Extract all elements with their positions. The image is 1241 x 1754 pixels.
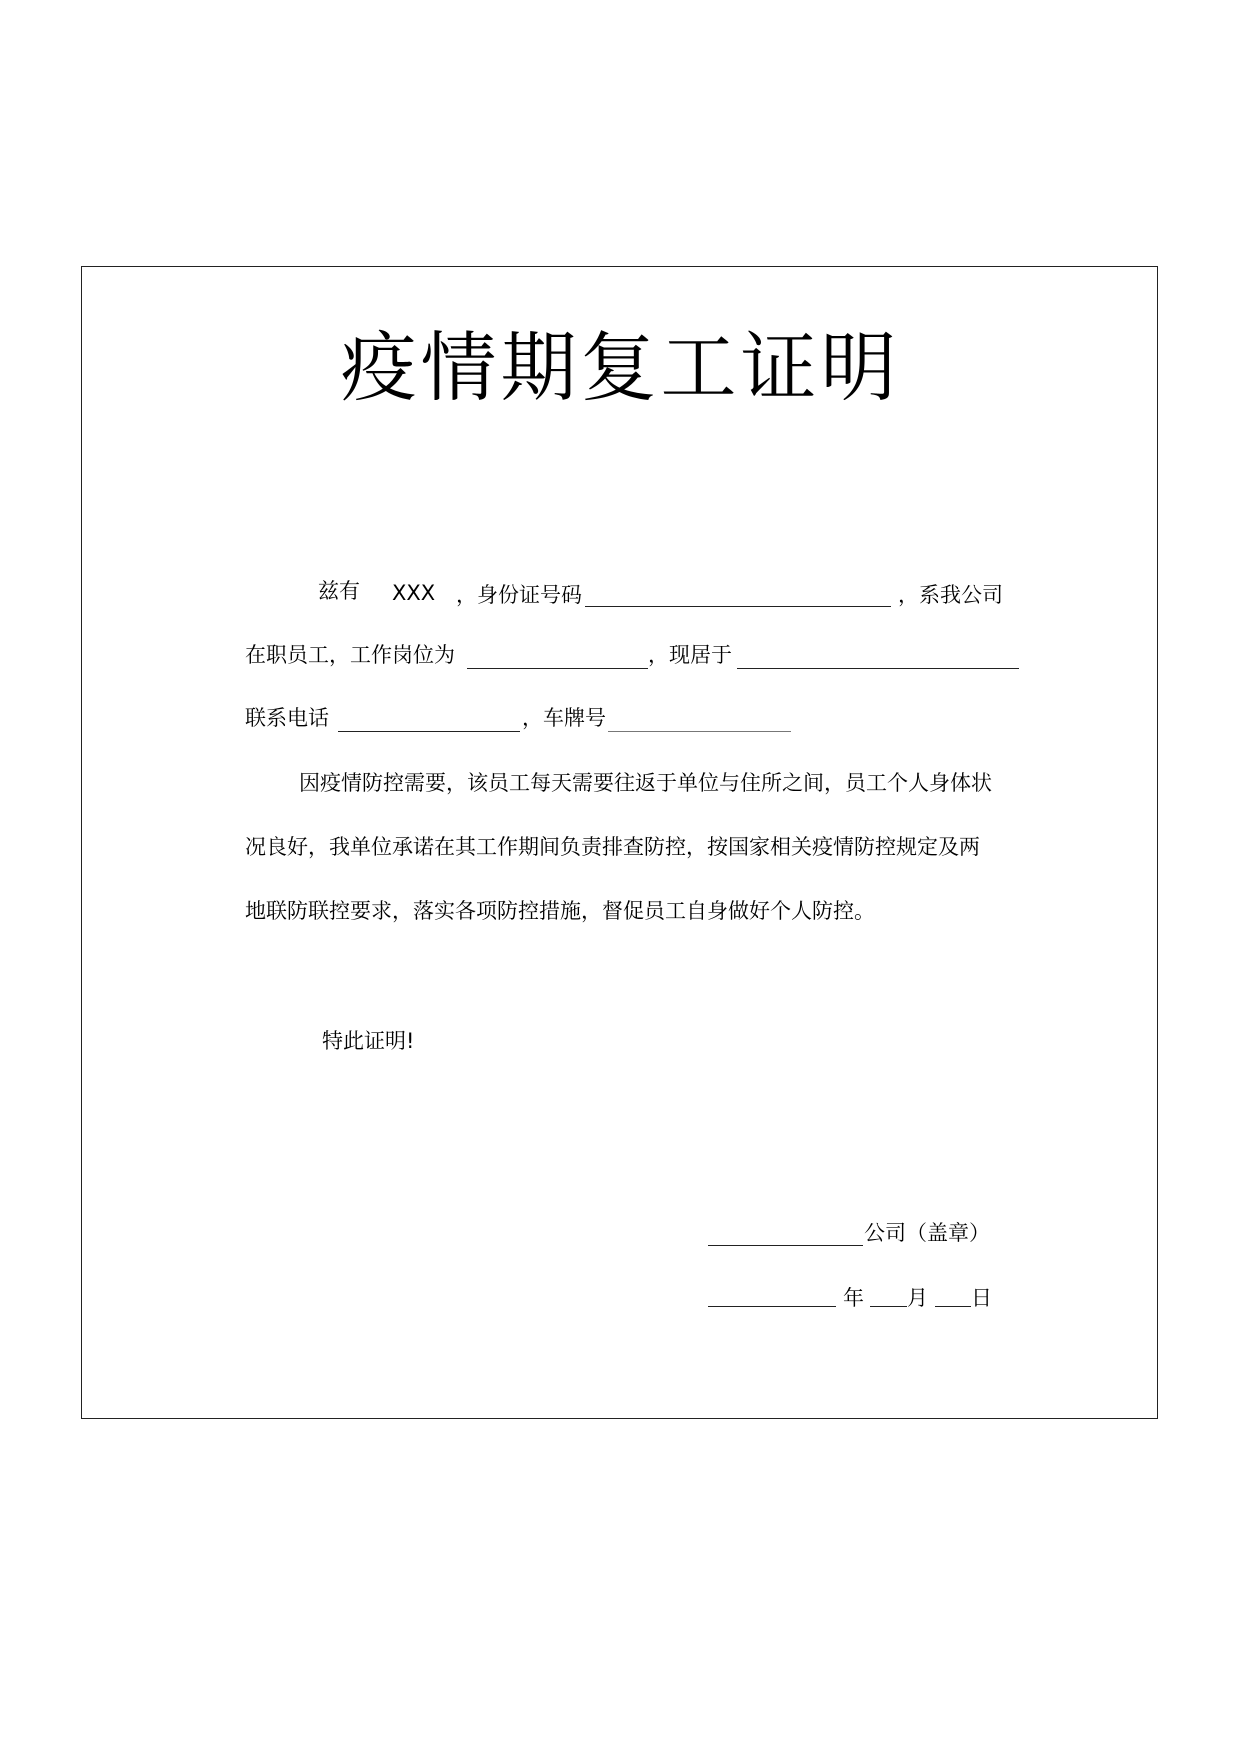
- id-number-label: ，身份证号码: [456, 583, 582, 607]
- day-label: 日: [971, 1286, 992, 1310]
- position-blank[interactable]: [467, 668, 648, 669]
- company-suffix-label: ，系我公司: [898, 583, 1003, 607]
- body-line-3: 地联防联控要求，落实各项防控措施，督促员工自身做好个人防控。: [245, 899, 875, 923]
- body-line-1: 因疫情防控需要，该员工每天需要往返于单位与住所之间，员工个人身体状: [299, 771, 992, 795]
- intro-prefix: 兹有: [318, 579, 360, 603]
- month-blank[interactable]: [870, 1306, 907, 1307]
- residence-label: ，现居于: [648, 643, 732, 667]
- year-label: 年: [843, 1286, 864, 1310]
- day-blank[interactable]: [935, 1306, 971, 1307]
- position-label: 在职员工，工作岗位为: [245, 643, 455, 667]
- phone-blank[interactable]: [338, 731, 520, 732]
- month-label: 月: [907, 1286, 928, 1310]
- phone-label: 联系电话: [245, 706, 329, 730]
- residence-blank[interactable]: [737, 668, 1019, 669]
- document-title: 疫情期复工证明: [340, 323, 901, 412]
- company-name-blank[interactable]: [708, 1245, 863, 1246]
- id-number-blank[interactable]: [585, 606, 891, 607]
- year-blank[interactable]: [708, 1306, 836, 1307]
- body-line-2: 况良好，我单位承诺在其工作期间负责排查防控，按国家相关疫情防控规定及两: [245, 835, 980, 859]
- closing-text: 特此证明!: [322, 1029, 415, 1053]
- plate-blank[interactable]: [608, 731, 791, 732]
- company-seal-label: 公司（盖章）: [864, 1221, 990, 1245]
- employee-name: XXX: [392, 581, 436, 605]
- plate-label: ，车牌号: [522, 706, 606, 730]
